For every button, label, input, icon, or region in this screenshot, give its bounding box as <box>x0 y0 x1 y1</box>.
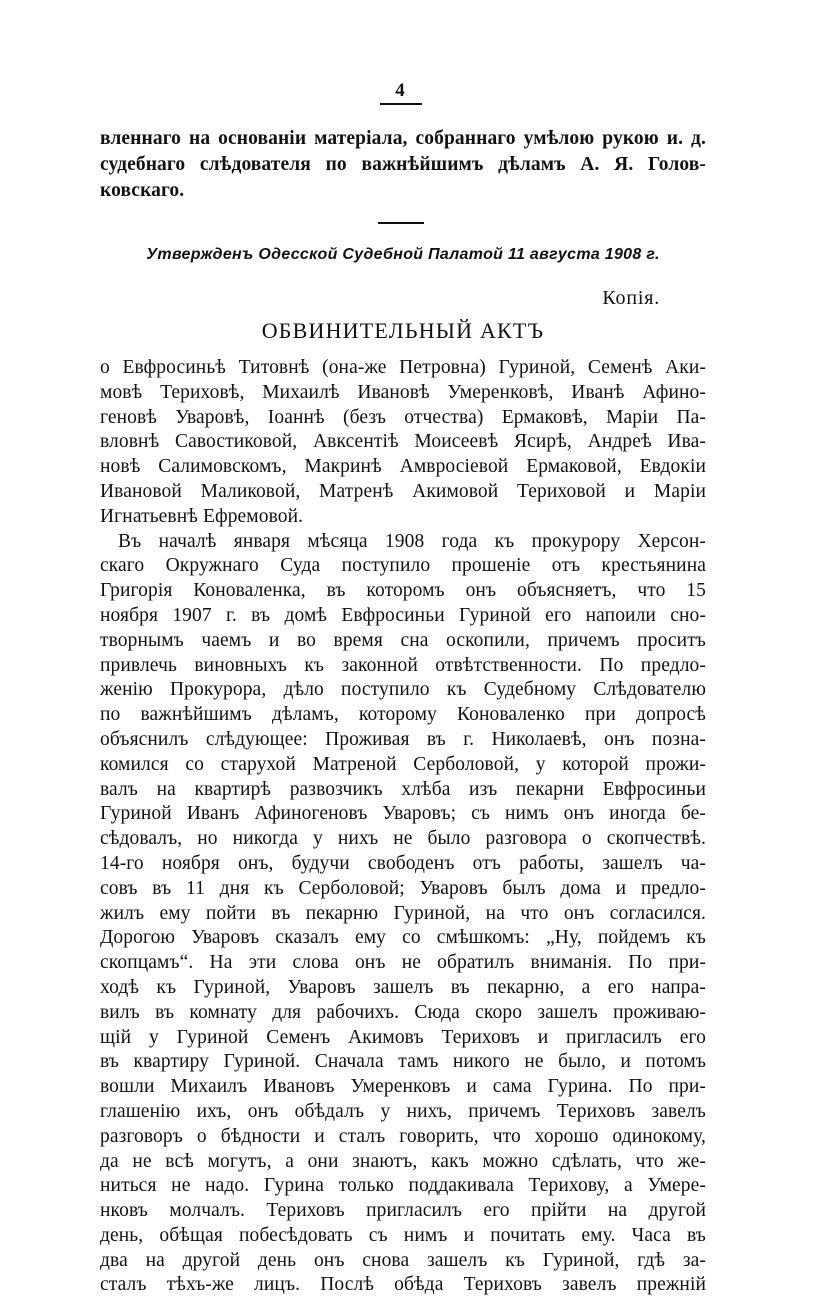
body-line: совъ въ 11 дня къ Серболовой; Уваровъ былъ дома и предло- <box>100 877 706 899</box>
body-line: щій у Гуриной Семенъ Акимовъ Териховъ и пригласилъ его <box>100 1026 706 1048</box>
section-divider <box>378 222 424 224</box>
body-line: Игнатьевнѣ Ефремовой. <box>100 505 304 527</box>
body-line: геновѣ Уваровѣ, Іоаннѣ (безъ отчества) Ермаковѣ, Маріи Па- <box>100 406 706 428</box>
approval-line: Утвержденъ Одесской Судебной Палатой 11 августа 1908 г. <box>146 246 660 263</box>
page-number: 4 <box>395 80 405 101</box>
body-line: комился со старухой Матреной Серболовой, у которой прожи- <box>100 753 706 775</box>
body-line: день, обѣщая побесѣдовать съ нимъ и почитать ему. Часа въ <box>100 1224 706 1246</box>
body-line: Гуриной Иванъ Афиногеновъ Уваровъ; съ нимъ онъ иногда бе- <box>100 803 706 825</box>
body-line: по важнѣйшимъ дѣламъ, которому Коноваленко при допросѣ <box>100 704 706 726</box>
body-line: глашенію ихъ, онъ обѣдалъ у нихъ, причемъ Териховъ завелъ <box>100 1100 706 1122</box>
body-line: Дорогою Уваровъ сказалъ ему со смѣшкомъ: „Ну, пойдемъ къ <box>100 927 706 949</box>
body-line: сѣдовалъ, но никогда у нихъ не было разговора о скопчествѣ. <box>100 828 706 850</box>
body-line: ходѣ къ Гуриной, Уваровъ зашелъ въ пекарню, а его напра- <box>100 976 706 998</box>
body-line: ниться не надо. Гурина только поддакивала Терихову, а Умере- <box>100 1175 706 1197</box>
body-line: разговоръ о бѣдности и сталъ говорить, что хорошо одинокому, <box>100 1125 706 1147</box>
body-line: вловнѣ Савостиковой, Авксентіѣ Моисеевѣ Ясирѣ, Андреѣ Ива- <box>100 431 706 453</box>
document-title: ОБВИНИТЕЛЬНЫЙ АКТЪ <box>261 318 545 343</box>
intro-line: судебнаго слѣдователя по важнѣйшимъ дѣламъ А. Я. Голов- <box>100 154 706 175</box>
body-line: о Евфросиньѣ Титовнѣ (она-же Петровна) Гуриной, Семенѣ Аки- <box>100 357 706 378</box>
body-line: два на другой день онъ снова зашелъ къ Гуриной, гдѣ за- <box>100 1249 706 1271</box>
body-line: женію Прокурора, дѣло поступило къ Судебному Слѣдователю <box>100 679 706 701</box>
body-line: мовѣ Териховѣ, Михаилѣ Ивановѣ Умеренковѣ, Иванѣ Афино- <box>100 381 706 403</box>
body-line: Григорія Коноваленка, въ которомъ онъ объясняетъ, что 15 <box>100 580 706 602</box>
body-line: въ квартиру Гуриной. Сначала тамъ никого не было, и потомъ <box>100 1051 706 1073</box>
body-line: вилъ въ комнату для рабочихъ. Сюда скоро зашелъ проживаю- <box>100 1001 706 1023</box>
body-line: нковъ молчалъ. Териховъ пригласилъ его прійти на другой <box>100 1200 706 1222</box>
body-line: да не всѣ могутъ, а они знаютъ, какъ можно сдѣлать, что же- <box>100 1150 706 1172</box>
page-number-underline <box>380 103 422 105</box>
body-line: привлечь виновныхъ къ законной отвѣтственности. По предло- <box>100 654 706 676</box>
body-line: объяснилъ слѣдующее: Проживая въ г. Николаевѣ, онъ позна- <box>100 728 706 750</box>
indictment-body <box>100 356 706 1298</box>
intro-line: ковскаго. <box>100 180 185 201</box>
body-line: Ивановой Маликовой, Матренѣ Акимовой Териховой и Маріи <box>100 480 706 502</box>
body-line: вошли Михаилъ Ивановъ Умеренковъ и сама Гурина. По при- <box>100 1076 706 1098</box>
body-line: 14-го ноября онъ, будучи свободенъ отъ работы, зашелъ ча- <box>100 852 706 874</box>
body-line: новѣ Салимовскомъ, Макринѣ Амвросіевой Ермаковой, Евдокіи <box>100 456 706 478</box>
body-line: валъ на квартирѣ развозчикъ хлѣба изъ пекарни Евфросиньи <box>100 778 706 800</box>
copy-label: Копія. <box>602 287 660 309</box>
intro-line: вленнаго на основаніи матеріала, собраннаго умѣлою рукою и. д. <box>100 128 706 149</box>
body-line: сталъ тѣхъ-же лицъ. Послѣ обѣда Териховъ завелъ прежній <box>100 1274 706 1296</box>
intro-paragraph <box>100 126 706 204</box>
body-line: скопцамъ“. На эти слова онъ не обратилъ вниманія. По при- <box>100 952 706 974</box>
body-line: скаго Окружнаго Суда поступило прошеніе отъ крестьянина <box>100 555 706 577</box>
body-line: творнымъ чаемъ и во время сна оскопили, причемъ проситъ <box>100 629 706 651</box>
body-line: жилъ ему пойти въ пекарню Гуриной, на что онъ согласился. <box>100 902 706 924</box>
body-line: ноября 1907 г. въ домѣ Евфросиньи Гуриной его напоили сно- <box>100 604 706 626</box>
body-line: Въ началѣ января мѣсяца 1908 года къ прокурору Херсон- <box>118 530 706 552</box>
